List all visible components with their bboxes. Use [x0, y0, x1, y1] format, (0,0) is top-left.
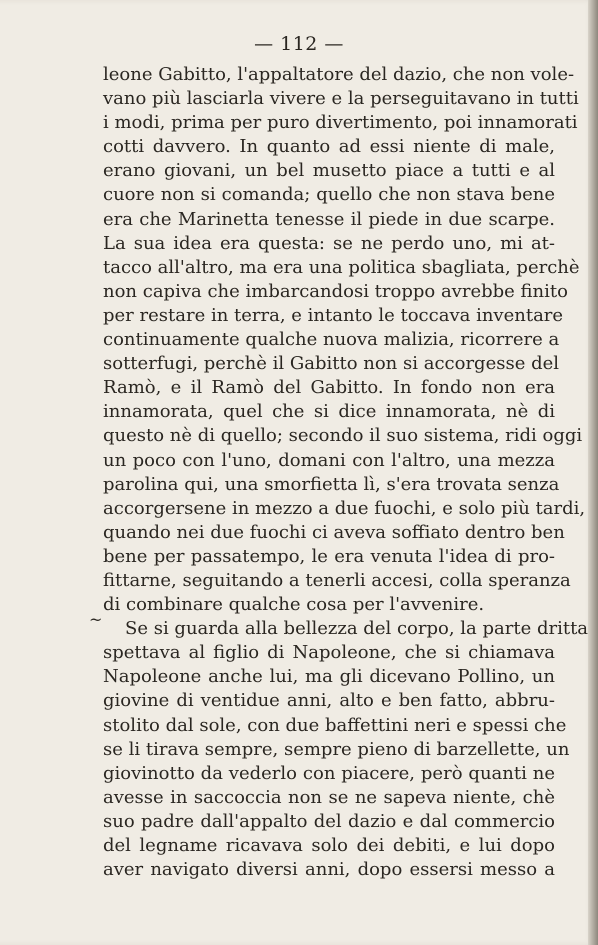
text-line: giovinotto da vederlo con piacere, però quanti ne: [103, 762, 555, 784]
text-line: continuamente qualche nuova malizia, ricorrere a: [103, 329, 560, 351]
text-line: bene per passatempo, le era venuta l'idea di pro-: [103, 545, 555, 567]
text-line: tacco all'altro, ma era una politica sbagliata, perchè: [103, 256, 580, 278]
text-line: i modi, prima per puro divertimento, poi innamorati: [103, 112, 578, 134]
text-line: cuore non si comanda; quello che non stava bene: [103, 184, 555, 206]
text-line: Se si guarda alla bellezza del corpo, la parte dritta: [125, 618, 589, 640]
text-line: erano giovani, un bel musetto piace a tutti e al: [103, 160, 555, 182]
text-line: cotti davvero. In quanto ad essi niente di male,: [103, 136, 555, 158]
text-line: leone Gabitto, l'appaltatore del dazio, che non vole-: [103, 64, 575, 85]
text-line: Napoleone anche lui, ma gli dicevano Pollino, un: [103, 666, 555, 688]
text-line: fittarne, seguitando a tenerli accesi, colla speranza: [103, 569, 571, 591]
text-line: giovine di ventidue anni, alto e ben fatto, abbru-: [103, 690, 555, 712]
text-line: quando nei due fuochi ci aveva soffiato dentro ben: [103, 521, 565, 543]
text-line: avesse in saccoccia non se ne sapeva niente, chè: [103, 786, 555, 808]
text-line: spettava al figlio di Napoleone, che si chiamava: [103, 642, 555, 664]
paragraph-mark: ~: [89, 610, 103, 629]
text-line: aver navigato diversi anni, dopo essersi messo a: [103, 859, 555, 881]
text-line: innamorata, quel che si dice innamorata, nè di: [103, 401, 555, 423]
text-line: del legname ricavava solo dei debiti, e lui dopo: [103, 835, 555, 856]
text-line: Ramò, e il Ramò del Gabitto. In fondo non era: [103, 377, 555, 399]
text-line: questo nè di quello; secondo il suo sistema, ridi oggi: [103, 425, 583, 447]
text-line: La sua idea era questa: se ne perdo uno, mi at-: [103, 232, 555, 254]
text-line: di combinare qualche cosa per l'avvenire.: [103, 594, 485, 616]
text-line: suo padre dall'appalto del dazio e dal commercio: [103, 810, 555, 832]
text-line: non capiva che imbarcandosi troppo avrebbe finito: [103, 280, 568, 302]
text-line: per restare in terra, e intanto le toccava inventare: [103, 304, 564, 326]
text-line: era che Marinetta tenesse il piede in due scarpe.: [103, 208, 555, 230]
text-line: se li tirava sempre, sempre pieno di barzellette, un: [103, 738, 570, 760]
body-text: [103, 63, 589, 882]
text-line: un poco con l'uno, domani con l'altro, una mezza: [103, 449, 555, 471]
page-edge-shadow: [588, 0, 598, 945]
text-line: vano più lasciarla vivere e la perseguitavano in tutti: [103, 88, 579, 110]
text-line: parolina qui, una smorfietta lì, s'era trovata senza: [103, 473, 560, 495]
text-line: stolito dal sole, con due baffettini neri e spessi che: [103, 714, 567, 736]
page-number: — 112 —: [254, 33, 344, 55]
text-line: sotterfugi, perchè il Gabitto non si accorgesse del: [103, 353, 560, 375]
text-line: accorgersene in mezzo a due fuochi, e solo più tardi,: [103, 497, 586, 519]
